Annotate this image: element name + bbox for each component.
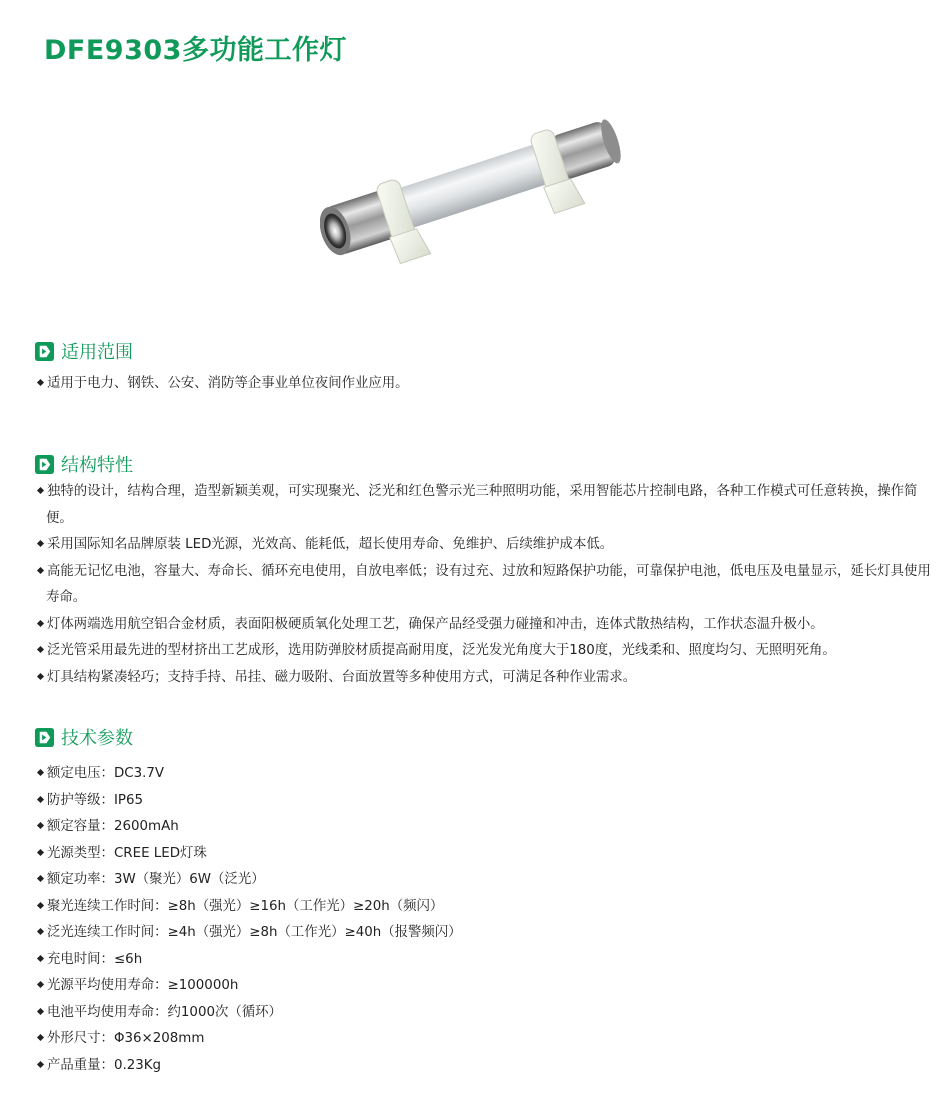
list-item: 额定电压：DC3.7V <box>38 761 944 788</box>
features-list <box>38 479 944 691</box>
list-item: 采用国际知名品牌原装 LED光源，光效高、能耗低，超长使用寿命、免维护、后续维护成本低。 <box>38 532 944 559</box>
list-item: 光源平均使用寿命：≥100000h <box>38 973 944 1000</box>
list-item: 泛光管采用最先进的型材挤出工艺成形，选用防弹胶材质提高耐用度，泛光发光角度大于180度，光线柔和、照度均匀、无照明死角。 <box>38 638 944 665</box>
list-item: 额定容量：2600mAh <box>38 814 944 841</box>
section-heading-specs <box>34 724 133 750</box>
section-heading-scope <box>34 338 133 364</box>
list-item: 灯体两端选用航空铝合金材质，表面阳极硬质氧化处理工艺，确保产品经受强力碰撞和冲击，连体式散热结构，工作状态温升极小。 <box>38 612 944 639</box>
list-item: 光源类型：CREE LED灯珠 <box>38 841 944 868</box>
list-item: 泛光连续工作时间：≥4h（强光）≥8h（工作光）≥40h（报警频闪） <box>38 920 944 947</box>
list-item: 灯具结构紧凑轻巧；支持手持、吊挂、磁力吸附、台面放置等多种使用方式，可满足各种作业需求。 <box>38 665 944 692</box>
specs-list <box>38 761 944 1079</box>
list-item: 额定功率：3W（聚光）6W（泛光） <box>38 867 944 894</box>
section-heading-label: 技术参数 <box>61 728 133 749</box>
list-item: 外形尺寸：Φ36×208mm <box>38 1026 944 1053</box>
list-item: 防护等级：IP65 <box>38 788 944 815</box>
list-item: 聚光连续工作时间：≥8h（强光）≥16h（工作光）≥20h（频闪） <box>38 894 944 921</box>
play-arrow-badge-icon <box>34 454 55 475</box>
list-item: 适用于电力、钢铁、公安、消防等企事业单位夜间作业应用。 <box>38 371 944 398</box>
section-heading-features <box>34 451 133 477</box>
section-heading-label: 适用范围 <box>61 342 133 363</box>
list-item: 充电时间：≤6h <box>38 947 944 974</box>
play-arrow-badge-icon <box>34 341 55 362</box>
list-item: 高能无记忆电池，容量大、寿命长、循环充电使用，自放电率低；设有过充、过放和短路保护功能，可靠保护电池，低电压及电量显示，延长灯具使用寿命。 <box>38 559 944 612</box>
list-item: 电池平均使用寿命：约1000次（循环） <box>38 1000 944 1027</box>
scope-list <box>38 371 944 398</box>
list-item: 独特的设计，结构合理，造型新颖美观，可实现聚光、泛光和红色警示光三种照明功能，采用智能芯片控制电路，各种工作模式可任意转换，操作简便。 <box>38 479 944 532</box>
list-item: 产品重量：0.23Kg <box>38 1053 944 1080</box>
product-image <box>320 95 640 270</box>
section-heading-label: 结构特性 <box>61 455 133 476</box>
page-title: DFE9303多功能工作灯 <box>44 35 347 66</box>
play-arrow-badge-icon <box>34 727 55 748</box>
